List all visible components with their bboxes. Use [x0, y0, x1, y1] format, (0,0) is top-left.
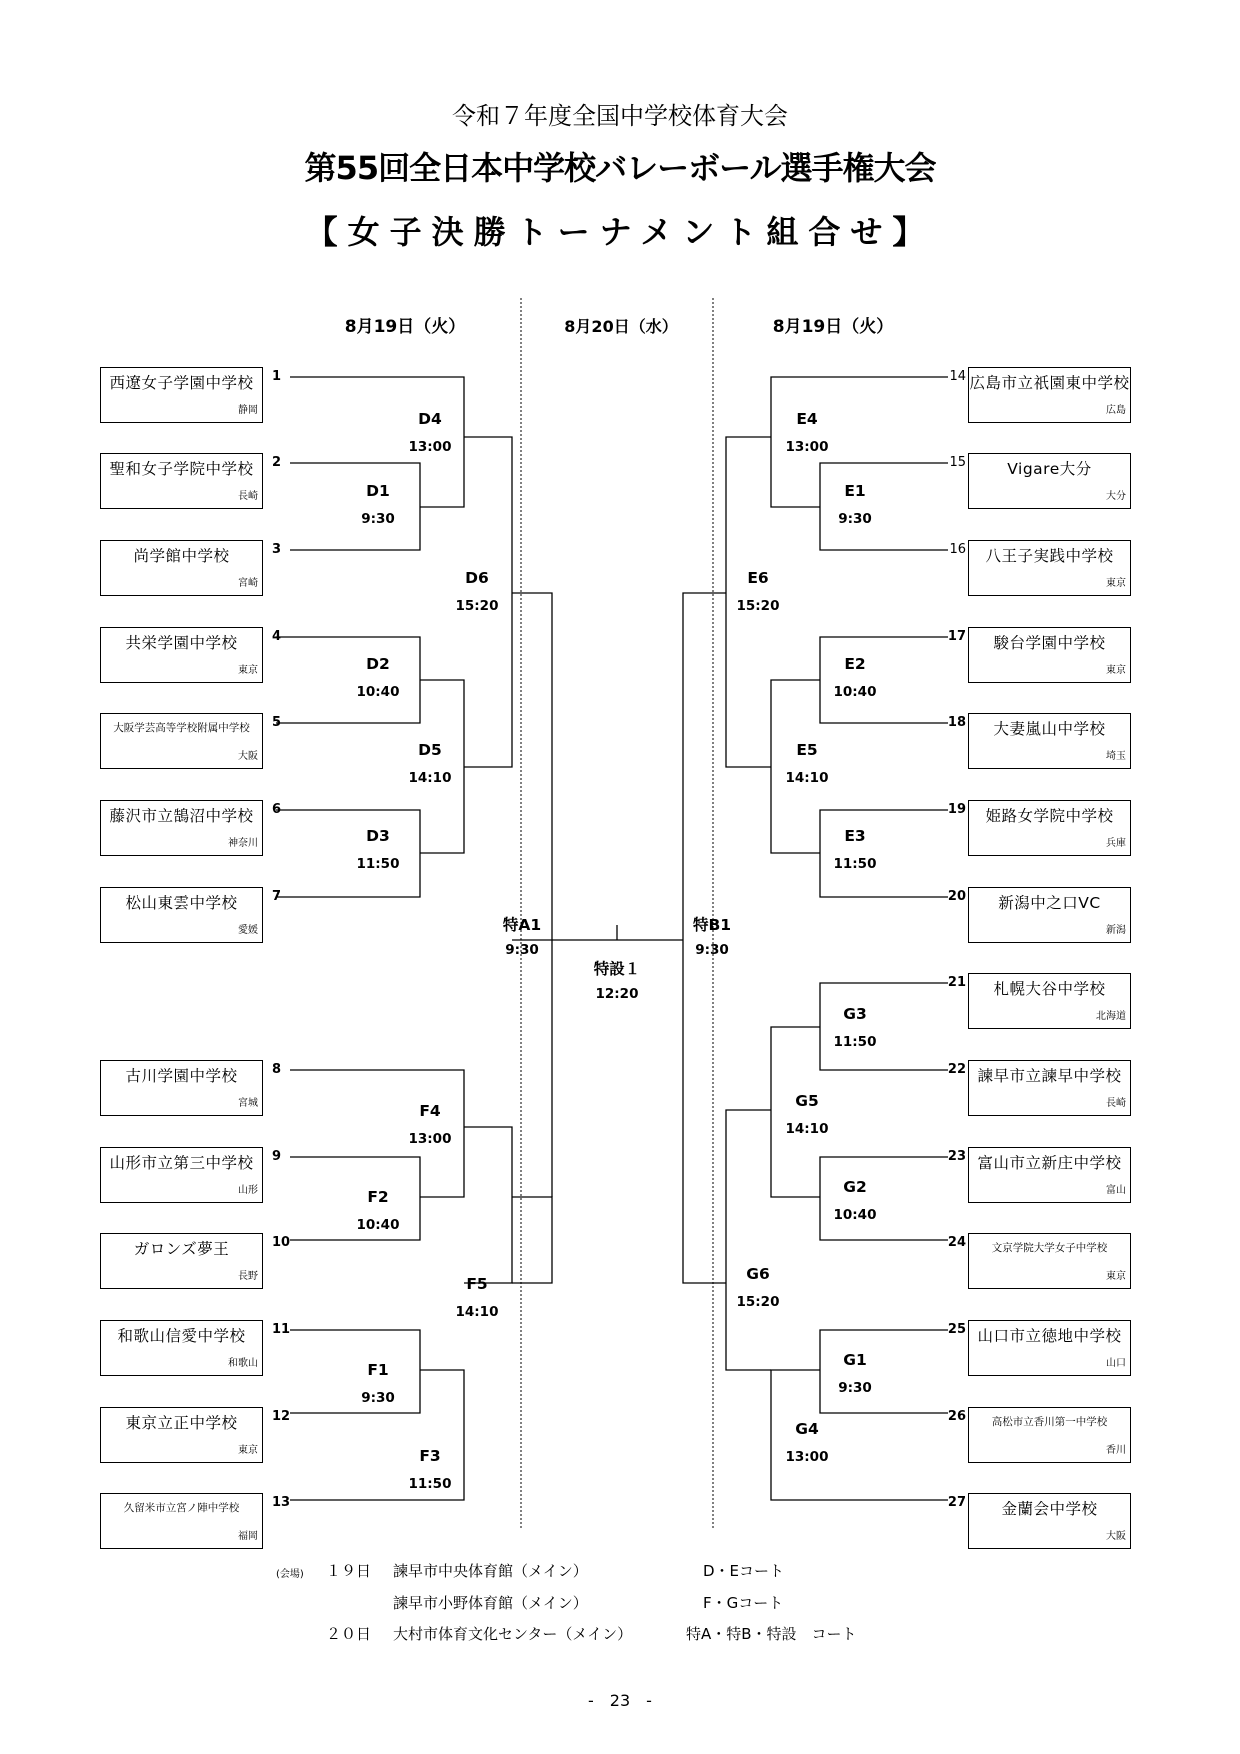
- team-name: 高松市立香川第一中学校: [991, 1416, 1108, 1428]
- match-code: F2: [367, 1188, 389, 1206]
- team-prefecture: 福岡: [238, 1531, 258, 1542]
- team-prefecture: 宮崎: [238, 578, 258, 589]
- match-code: E1: [844, 482, 866, 500]
- seed-number: 10: [272, 1235, 291, 1250]
- team-name: 藤沢市立鵠沼中学校: [109, 807, 254, 825]
- team-box: [100, 1060, 263, 1116]
- team-prefecture: 静岡: [238, 405, 258, 416]
- match-time: 15:20: [736, 1294, 780, 1310]
- seed-number: 27: [947, 1495, 966, 1510]
- seed-number: 2: [272, 455, 282, 470]
- date-left: 8月19日（火）: [344, 317, 466, 337]
- match-code: D1: [366, 482, 390, 500]
- match-code: D4: [418, 410, 442, 428]
- team-name: Vigare大分: [1007, 460, 1092, 478]
- seed-number: 19: [947, 802, 966, 817]
- team-name: 和歌山信愛中学校: [117, 1327, 246, 1345]
- team-prefecture: 長崎: [238, 491, 258, 502]
- team-prefecture: 長野: [238, 1271, 258, 1282]
- date-right: 8月19日（火）: [772, 317, 894, 337]
- seed-number: 9: [272, 1149, 282, 1164]
- team-name: 広島市立祇園東中学校: [969, 374, 1130, 392]
- seed-number: 20: [947, 889, 966, 904]
- team-name: 姫路女学院中学校: [985, 807, 1114, 825]
- match-time: 14:10: [455, 1304, 499, 1320]
- match-time: 14:10: [785, 1121, 829, 1137]
- match-code: F3: [419, 1447, 441, 1465]
- team-box: [968, 453, 1131, 509]
- team-name: 共栄学園中学校: [125, 634, 238, 652]
- seed-number: 26: [947, 1409, 966, 1424]
- team-name: 古川学園中学校: [125, 1067, 238, 1085]
- seed-number: 21: [947, 975, 966, 990]
- team-name: 西遼女子学園中学校: [109, 374, 254, 392]
- team-box: [100, 887, 263, 943]
- seed-number: 8: [272, 1062, 282, 1077]
- team-prefecture: 愛媛: [238, 925, 258, 936]
- venue-label-text: (会場): [276, 1569, 304, 1580]
- team-box: [968, 1060, 1131, 1116]
- match-time: 14:10: [785, 770, 829, 786]
- team-box: [100, 800, 263, 856]
- bracket-title: 【女子決勝トーナメント組合せ】: [305, 213, 935, 251]
- seed-number: 4: [272, 629, 282, 644]
- team-name: 新潟中之口VC: [998, 894, 1101, 912]
- seed-number: 18: [947, 715, 966, 730]
- match-code: G6: [746, 1265, 770, 1283]
- team-prefecture: 大阪: [238, 751, 258, 762]
- match-time: 11:50: [833, 1034, 877, 1050]
- match-code: 特A1: [502, 916, 542, 934]
- team-prefecture: 東京: [1106, 578, 1126, 589]
- match-code: D6: [465, 569, 489, 587]
- match-time: 11:50: [356, 856, 400, 872]
- match-time: 11:50: [408, 1476, 452, 1492]
- team-prefecture: 山形: [238, 1185, 258, 1196]
- team-box: [100, 1147, 263, 1203]
- team-box: [968, 887, 1131, 943]
- team-prefecture: 埼玉: [1106, 751, 1126, 762]
- team-prefecture: 神奈川: [228, 838, 258, 849]
- match-code: 特B1: [692, 916, 732, 934]
- team-name: 駿台学園中学校: [993, 634, 1106, 652]
- match-code: D2: [366, 655, 390, 673]
- team-box: [100, 1493, 263, 1549]
- venue-row-1-court: D・Eコート: [703, 1562, 785, 1580]
- team-name: 東京立正中学校: [125, 1414, 238, 1432]
- match-time: 15:20: [455, 598, 499, 614]
- team-prefecture: 香川: [1106, 1445, 1126, 1456]
- match-code: F1: [367, 1361, 389, 1379]
- match-time: 10:40: [356, 1217, 400, 1233]
- team-prefecture: 東京: [238, 665, 258, 676]
- match-code: E2: [844, 655, 866, 673]
- team-box: [968, 1320, 1131, 1376]
- team-name: 山口市立徳地中学校: [977, 1327, 1122, 1345]
- team-prefecture: 大分: [1106, 491, 1126, 502]
- team-name: 聖和女子学院中学校: [109, 460, 254, 478]
- team-name: 大阪学芸高等学校附属中学校: [113, 722, 250, 734]
- seed-number: 1: [272, 369, 282, 384]
- match-code: G5: [795, 1092, 819, 1110]
- seed-number: 22: [947, 1062, 966, 1077]
- team-prefecture: 東京: [1106, 1271, 1126, 1282]
- team-name: 尚学館中学校: [133, 547, 230, 565]
- seed-number: 7: [272, 889, 282, 904]
- match-code: D5: [418, 741, 442, 759]
- match-time: 9:30: [838, 1380, 872, 1396]
- team-prefecture: 和歌山: [228, 1358, 258, 1369]
- team-prefecture: 北海道: [1096, 1011, 1126, 1022]
- seed-number: 14: [949, 369, 966, 384]
- team-name: 久留米市立宮ノ陣中学校: [123, 1502, 240, 1514]
- date-center: 8月20日（水）: [564, 317, 678, 336]
- team-prefecture: 東京: [1106, 665, 1126, 676]
- seed-number: 16: [949, 542, 966, 557]
- championship-title: 第55回全日本中学校バレーボール選手権大会: [304, 149, 936, 187]
- team-box: [100, 1233, 263, 1289]
- match-time: 9:30: [838, 511, 872, 527]
- match-code: 特設１: [593, 960, 641, 978]
- seed-number: 25: [947, 1322, 966, 1337]
- team-box: [100, 367, 263, 423]
- match-code: E4: [796, 410, 818, 428]
- venue-row-3-day: ２０日: [326, 1625, 372, 1643]
- team-name: 八王子実践中学校: [985, 547, 1114, 565]
- seed-number: 23: [947, 1149, 966, 1164]
- match-time: 12:20: [595, 986, 639, 1002]
- team-name: 札幌大谷中学校: [993, 980, 1106, 998]
- seed-number: 24: [947, 1235, 966, 1250]
- team-name: 松山東雲中学校: [125, 894, 238, 912]
- seed-number: 3: [272, 542, 282, 557]
- match-time: 15:20: [736, 598, 780, 614]
- team-box: [968, 1233, 1131, 1289]
- match-time: 10:40: [833, 1207, 877, 1223]
- team-name: 富山市立新庄中学校: [977, 1154, 1122, 1172]
- page-number: - 23 -: [588, 1691, 652, 1710]
- match-time: 10:40: [833, 684, 877, 700]
- match-time: 11:50: [833, 856, 877, 872]
- venue-row-3-court: 特A・特B・特設 コート: [686, 1625, 857, 1643]
- seed-number: 17: [947, 629, 966, 644]
- team-prefecture: 広島: [1106, 405, 1126, 416]
- match-time: 9:30: [361, 1390, 395, 1406]
- seed-number: 13: [272, 1495, 291, 1510]
- seed-number: 11: [272, 1322, 291, 1337]
- match-code: F5: [466, 1275, 488, 1293]
- seed-number: 6: [272, 802, 282, 817]
- team-name: 諫早市立諫早中学校: [977, 1067, 1122, 1085]
- team-prefecture: 宮城: [238, 1098, 258, 1109]
- team-prefecture: 山口: [1106, 1358, 1126, 1369]
- match-code: E5: [796, 741, 818, 759]
- match-code: E6: [747, 569, 769, 587]
- team-prefecture: 新潟: [1106, 925, 1126, 936]
- venue-label: [276, 1563, 304, 1581]
- venue-row-3-place: 大村市体育文化センター（メイン）: [393, 1625, 633, 1643]
- team-box: [968, 367, 1131, 423]
- team-box: [100, 627, 263, 683]
- team-name: 金蘭会中学校: [1001, 1500, 1098, 1518]
- venue-row-1-day: １９日: [326, 1562, 372, 1580]
- team-name: 山形市立第三中学校: [109, 1154, 254, 1172]
- match-time: 10:40: [356, 684, 400, 700]
- match-time: 13:00: [785, 1449, 829, 1465]
- match-code: G3: [843, 1005, 867, 1023]
- team-prefecture: 大阪: [1106, 1531, 1126, 1542]
- team-prefecture: 兵庫: [1106, 838, 1126, 849]
- match-time: 9:30: [361, 511, 395, 527]
- team-prefecture: 長崎: [1106, 1098, 1126, 1109]
- team-box: [100, 1407, 263, 1463]
- seed-number: 5: [272, 715, 282, 730]
- venue-row-2-place: 諫早市小野体育館（メイン）: [393, 1594, 588, 1612]
- match-code: E3: [844, 827, 866, 845]
- match-code: D3: [366, 827, 390, 845]
- seed-number: 15: [949, 455, 966, 470]
- match-time: 9:30: [505, 942, 539, 958]
- team-box: [968, 1407, 1131, 1463]
- team-box: [968, 713, 1131, 769]
- team-box: [100, 713, 263, 769]
- team-box: [968, 800, 1131, 856]
- match-code: F4: [419, 1102, 441, 1120]
- team-box: [968, 627, 1131, 683]
- team-box: [100, 540, 263, 596]
- team-box: [968, 1493, 1131, 1549]
- match-code: G2: [843, 1178, 867, 1196]
- team-box: [100, 1320, 263, 1376]
- match-time: 13:00: [408, 1131, 452, 1147]
- team-box: [100, 453, 263, 509]
- team-box: [968, 540, 1131, 596]
- match-code: G1: [843, 1351, 867, 1369]
- match-time: 13:00: [408, 439, 452, 455]
- match-time: 13:00: [785, 439, 829, 455]
- team-box: [968, 973, 1131, 1029]
- team-name: ガロンズ夢王: [133, 1240, 230, 1258]
- team-name: 文京学院大学女子中学校: [991, 1242, 1108, 1254]
- venue-row-1-place: 諫早市中央体育館（メイン）: [393, 1562, 588, 1580]
- match-time: 14:10: [408, 770, 452, 786]
- match-time: 9:30: [695, 942, 729, 958]
- team-name: 大妻嵐山中学校: [993, 720, 1106, 738]
- seed-number: 12: [272, 1409, 291, 1424]
- team-box: [968, 1147, 1131, 1203]
- team-prefecture: 東京: [238, 1445, 258, 1456]
- match-code: G4: [795, 1420, 819, 1438]
- event-title: 令和７年度全国中学校体育大会: [452, 102, 788, 130]
- team-prefecture: 富山: [1106, 1185, 1126, 1196]
- venue-row-2-court: F・Gコート: [703, 1594, 784, 1612]
